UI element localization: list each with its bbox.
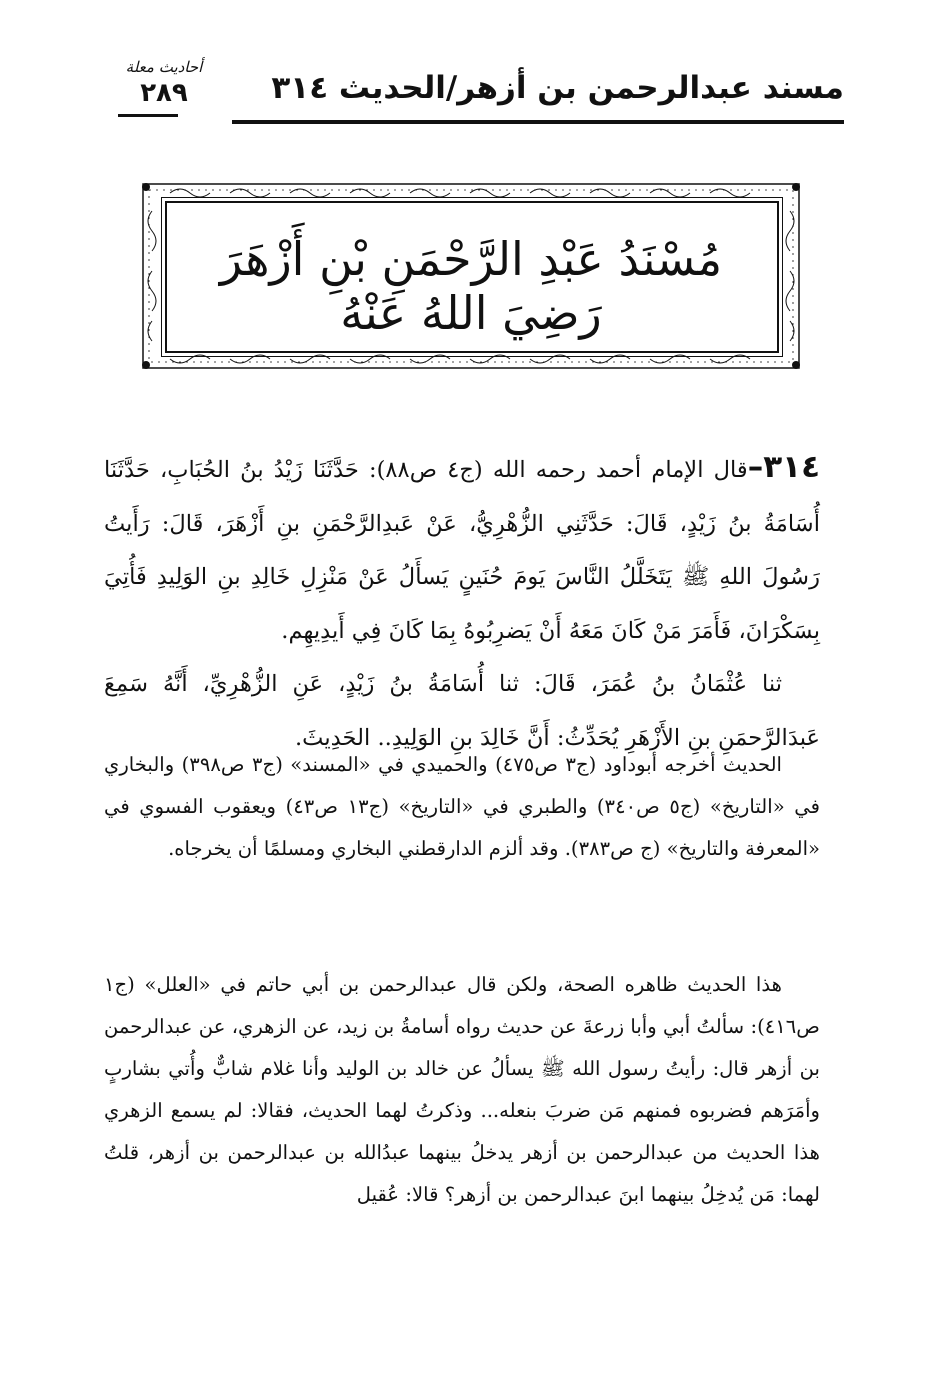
illa-paragraph: هذا الحديث ظاهره الصحة، ولكن قال عبدالرحمن بن أبي حاتم في «العلل» (ج١ ص٤١٦): سألتُ أبي وأبا زرعةَ عن حديث رواه أسامةُ بن زيد، عن الزهري، عن عبدالرحمن بن أزهر قال: رأيتُ رسول الله ﷺ يسألُ عن خالد بن الوليد وأنا غلام شابٌّ وأُتي بشاربٍ وأمَرَهم فضربوه فمنهم مَن ضربَ بنعله... وذكرتُ لهما الحديث، فقالا: لم يسمع الزهري هذا الحديث من عبدالرحمن بن أزهر يدخلُ بينهما عبدُالله بن عبدالرحمن بن أزهر، قلتُ لهما: مَن يُدخِلُ بينهما ابنَ عبدالرحمن بن أزهر؟ قالا: عُقيل: [104, 973, 820, 1206]
hadith-text-block: [104, 441, 820, 765]
hadith-paragraph: [104, 441, 820, 658]
hadith-text: قال الإمام أحمد رحمه الله (ج٤ ص٨٨): حَدَّثَنَا زَيْدُ بنُ الحُبَابِ، حَدَّثَنَا أُسَامَةُ بنُ زَيْدٍ، قَالَ: حَدَّثَنِي الزُّهْرِيُّ، عَنْ عَبدِالرَّحْمَنِ بنِ أَزْهَرَ، قَالَ: رَأَيتُ رَسُولَ اللهِ ﷺ يَتَخَلَّلُ النَّاسَ يَومَ حُنَينٍ يَسأَلُ عَنْ مَنْزِلِ خَالِدِ بنِ الوَلِيدِ فَأُتِيَ بِسَكْرَانَ، فَأَمَرَ مَنْ كَانَ مَعَهُ أَنْ يَضرِبُوهُ بِمَا كَانَ فِي أَيدِيهِم.: [104, 457, 820, 644]
book-title: أحاديث معلة: [125, 58, 203, 76]
hadith-number: ٣١٤: [763, 449, 820, 485]
takhrij-paragraph: الحديث أخرجه أبوداود (ج٣ ص٤٧٥) والحميدي في «المسند» (ج٣ ص٣٩٨) والبخاري في «التاريخ» (ج٥ ص٣٤٠) والطبري في «التاريخ» (ج١٣ ص٤٣) ويعقوب الفسوي في «المعرفة والتاريخ» (ج ص٣٨٣). وقد ألزم الدارقطني البخاري ومسلمًا أن يخرجاه.: [104, 753, 820, 860]
second-chain-paragraph: ثنا عُثْمَانُ بنُ عُمَرَ، قَالَ: ثنا أُسَامَةُ بنُ زَيْدٍ، عَنِ الزُّهْرِيِّ، أَنَّهُ سَمِعَ عَبدَالرَّحمَنِ بنِ الأَزْهَرِ يُحَدِّثُ: أَنَّ خَالِدَ بنِ الوَلِيدِ.. الحَدِيثَ.: [104, 671, 820, 751]
illa-note: [104, 964, 820, 1216]
chapter-title: مُسْنَدُ عَبْدِ الرَّحْمَنِ بْنِ أَزْهَرَ رَضِيَ اللهُ عَنْهُ: [219, 232, 723, 340]
hadith-number-dash: –: [747, 449, 764, 485]
page-number-rule: [118, 114, 178, 117]
page-number: ٢٨٩: [140, 78, 188, 108]
header-rule: [232, 120, 844, 124]
running-head: مسند عبدالرحمن بن أزهر/الحديث ٣١٤: [271, 70, 844, 106]
takhrij-note: [104, 744, 820, 870]
